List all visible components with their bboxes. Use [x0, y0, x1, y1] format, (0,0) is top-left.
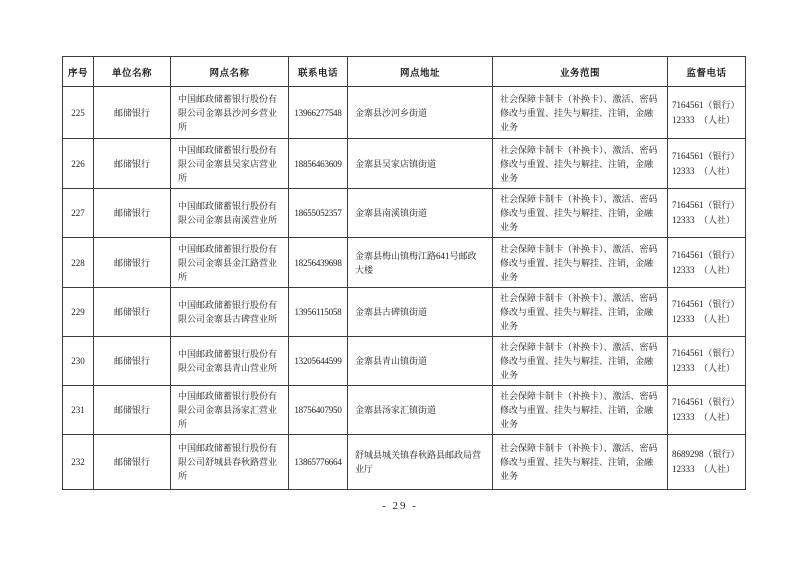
supervision-bank-line: 7164561（银行）	[672, 150, 740, 161]
contact-phone-cell: 13205644599	[289, 337, 348, 386]
supervision-social-line: 12333 （人社）	[672, 363, 736, 373]
supervision-bank-line: 7164561（银行）	[672, 99, 740, 110]
supervision-social-line: 12333 （人社）	[672, 464, 736, 474]
business-scope-cell: 社会保障卡制卡（补换卡）、激活、密码修改与重置、挂失与解挂、注销，金融业务	[493, 386, 668, 435]
table-row	[63, 386, 746, 435]
table-row	[63, 87, 746, 139]
unit-name-cell: 邮储银行	[94, 288, 171, 337]
branch-name-cell: 中国邮政储蓄银行股份有限公司金寨县汤家汇营业所	[171, 386, 289, 435]
supervision-social-line: 12333 （人社）	[672, 165, 736, 176]
header-serial-number: 序号	[63, 57, 94, 87]
business-scope-cell: 社会保障卡制卡（补换卡）、激活、密码修改与重置、挂失与解挂、注销，金融业务	[493, 238, 668, 288]
branch-address-cell: 金寨县吴家店镇街道	[348, 139, 493, 189]
branch-name-cell: 中国邮政储蓄银行股份有限公司金寨县金江路营业所	[171, 238, 289, 288]
serial-number-cell: 231	[63, 386, 94, 435]
table-body	[63, 87, 746, 490]
supervision-bank-line: 7164561（银行）	[672, 200, 740, 210]
supervision-phone-cell	[668, 87, 746, 139]
serial-number-cell: 229	[63, 288, 94, 337]
table-row	[63, 337, 746, 386]
business-scope-cell: 社会保障卡制卡（补换卡）、激活、密码修改与重置、挂失与解挂、注销，金融业务	[493, 87, 668, 139]
supervision-social-line: 12333 （人社）	[672, 264, 736, 275]
branch-name-cell: 中国邮政储蓄银行股份有限公司金寨县吴家店营业所	[171, 139, 289, 189]
header-business-scope: 业务范围	[493, 57, 668, 87]
branch-name-cell: 中国邮政储蓄银行股份有限公司金寨县青山营业所	[171, 337, 289, 386]
supervision-social-line: 12333 （人社）	[672, 412, 736, 422]
table-row	[63, 288, 746, 337]
branch-name-cell: 中国邮政储蓄银行股份有限公司金寨县古碑营业所	[171, 288, 289, 337]
unit-name-cell: 邮储银行	[94, 386, 171, 435]
branch-address-cell: 金寨县南溪镇街道	[348, 189, 493, 238]
service-locations-table	[62, 56, 746, 490]
unit-name-cell: 邮储银行	[94, 139, 171, 189]
serial-number-cell: 227	[63, 189, 94, 238]
supervision-bank-line: 7164561（银行）	[672, 348, 740, 358]
branch-address-cell: 金寨县汤家汇镇街道	[348, 386, 493, 435]
supervision-phone-cell	[668, 288, 746, 337]
table-row	[63, 435, 746, 490]
supervision-bank-line: 7164561（银行）	[672, 249, 740, 260]
serial-number-cell: 228	[63, 238, 94, 288]
branch-name-cell: 中国邮政储蓄银行股份有限公司舒城县春秋路营业所	[171, 435, 289, 490]
branch-address-cell: 舒城县城关镇春秋路县邮政局营业厅	[348, 435, 493, 490]
supervision-phone-cell	[668, 238, 746, 288]
serial-number-cell: 225	[63, 87, 94, 139]
business-scope-cell: 社会保障卡制卡（补换卡）、激活、密码修改与重置、挂失与解挂、注销，金融业务	[493, 139, 668, 189]
unit-name-cell: 邮储银行	[94, 337, 171, 386]
header-contact-phone: 联系电话	[289, 57, 348, 87]
contact-phone-cell: 13956115058	[289, 288, 348, 337]
serial-number-cell: 232	[63, 435, 94, 490]
header-unit-name: 单位名称	[94, 57, 171, 87]
contact-phone-cell: 13865776664	[289, 435, 348, 490]
unit-name-cell: 邮储银行	[94, 435, 171, 490]
serial-number-cell: 226	[63, 139, 94, 189]
unit-name-cell: 邮储银行	[94, 238, 171, 288]
supervision-phone-cell	[668, 189, 746, 238]
contact-phone-cell: 13966277548	[289, 87, 348, 139]
branch-address-cell: 金寨县梅山镇梅江路641号邮政大楼	[348, 238, 493, 288]
serial-number-cell: 230	[63, 337, 94, 386]
business-scope-cell: 社会保障卡制卡（补换卡）、激活、密码修改与重置、挂失与解挂、注销，金融业务	[493, 189, 668, 238]
supervision-phone-cell	[668, 337, 746, 386]
contact-phone-cell: 18756407950	[289, 386, 348, 435]
supervision-phone-cell	[668, 139, 746, 189]
supervision-social-line: 12333 （人社）	[672, 215, 736, 225]
page-number: - 29 -	[382, 500, 418, 512]
header-branch-name: 网点名称	[171, 57, 289, 87]
contact-phone-cell: 18256439698	[289, 238, 348, 288]
branch-address-cell: 金寨县青山镇街道	[348, 337, 493, 386]
contact-phone-cell: 18856463609	[289, 139, 348, 189]
contact-phone-cell: 18655052357	[289, 189, 348, 238]
branch-name-cell: 中国邮政储蓄银行股份有限公司金寨县南溪营业所	[171, 189, 289, 238]
branch-address-cell: 金寨县沙河乡街道	[348, 87, 493, 139]
branch-address-cell: 金寨县古碑镇街道	[348, 288, 493, 337]
unit-name-cell: 邮储银行	[94, 87, 171, 139]
table-row	[63, 189, 746, 238]
supervision-social-line: 12333 （人社）	[672, 114, 736, 125]
table-row	[63, 139, 746, 189]
supervision-bank-line: 7164561（银行）	[672, 397, 740, 407]
table-row	[63, 238, 746, 288]
business-scope-cell: 社会保障卡制卡（补换卡）、激活、密码修改与重置、挂失与解挂、注销，金融业务	[493, 435, 668, 490]
unit-name-cell: 邮储银行	[94, 189, 171, 238]
header-supervision-phone: 监督电话	[668, 57, 746, 87]
table-header-row	[63, 57, 746, 87]
header-branch-address: 网点地址	[348, 57, 493, 87]
supervision-phone-cell	[668, 386, 746, 435]
supervision-social-line: 12333 （人社）	[672, 314, 736, 324]
supervision-bank-line: 7164561（银行）	[672, 299, 740, 309]
business-scope-cell: 社会保障卡制卡（补换卡）、激活、密码修改与重置、挂失与解挂、注销，金融业务	[493, 288, 668, 337]
business-scope-cell: 社会保障卡制卡（补换卡）、激活、密码修改与重置、挂失与解挂、注销，金融业务	[493, 337, 668, 386]
branch-name-cell: 中国邮政储蓄银行股份有限公司金寨县沙河乡营业所	[171, 87, 289, 139]
supervision-phone-cell	[668, 435, 746, 490]
supervision-bank-line: 8689298（银行）	[672, 449, 740, 459]
